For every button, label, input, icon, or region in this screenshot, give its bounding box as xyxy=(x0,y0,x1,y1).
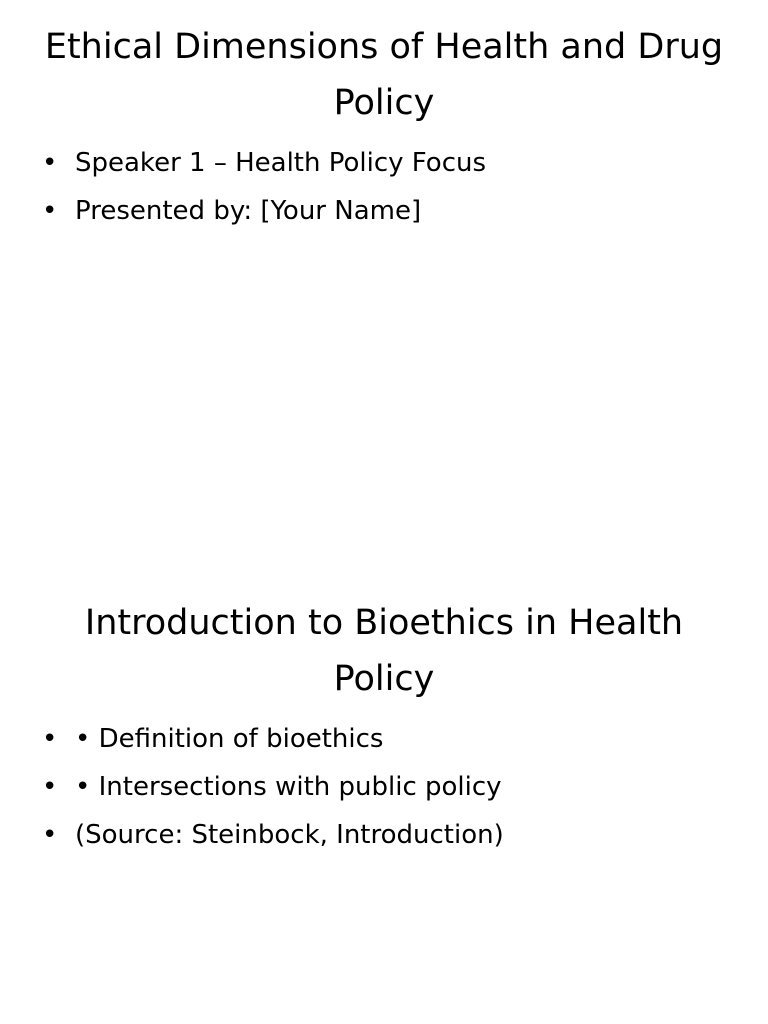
list-item xyxy=(40,139,728,187)
bullet-icon: • xyxy=(42,772,58,802)
list-item xyxy=(40,187,728,235)
bullet-text: • Definition of bioethics xyxy=(75,724,384,754)
slide-title: Ethical Dimensions of Health and Drug Policy xyxy=(44,27,724,123)
bullet-text: Presented by: [Your Name] xyxy=(75,196,422,226)
bullet-icon: • xyxy=(42,820,58,850)
bullet-icon: • xyxy=(42,148,58,178)
bullet-text: • Intersections with public policy xyxy=(75,772,502,802)
bullet-list xyxy=(40,139,728,235)
slide-title: Introduction to Bioethics in Health Policy xyxy=(84,603,684,699)
bullet-icon: • xyxy=(42,724,58,754)
list-item xyxy=(40,763,728,811)
list-item xyxy=(40,715,728,763)
bullet-text: Speaker 1 – Health Policy Focus xyxy=(75,148,487,178)
bullet-list xyxy=(40,715,728,859)
bullet-icon: • xyxy=(42,196,58,226)
bullet-text: (Source: Steinbock, Introduction) xyxy=(75,820,504,850)
list-item xyxy=(40,811,728,859)
slide-2 xyxy=(0,576,768,1024)
